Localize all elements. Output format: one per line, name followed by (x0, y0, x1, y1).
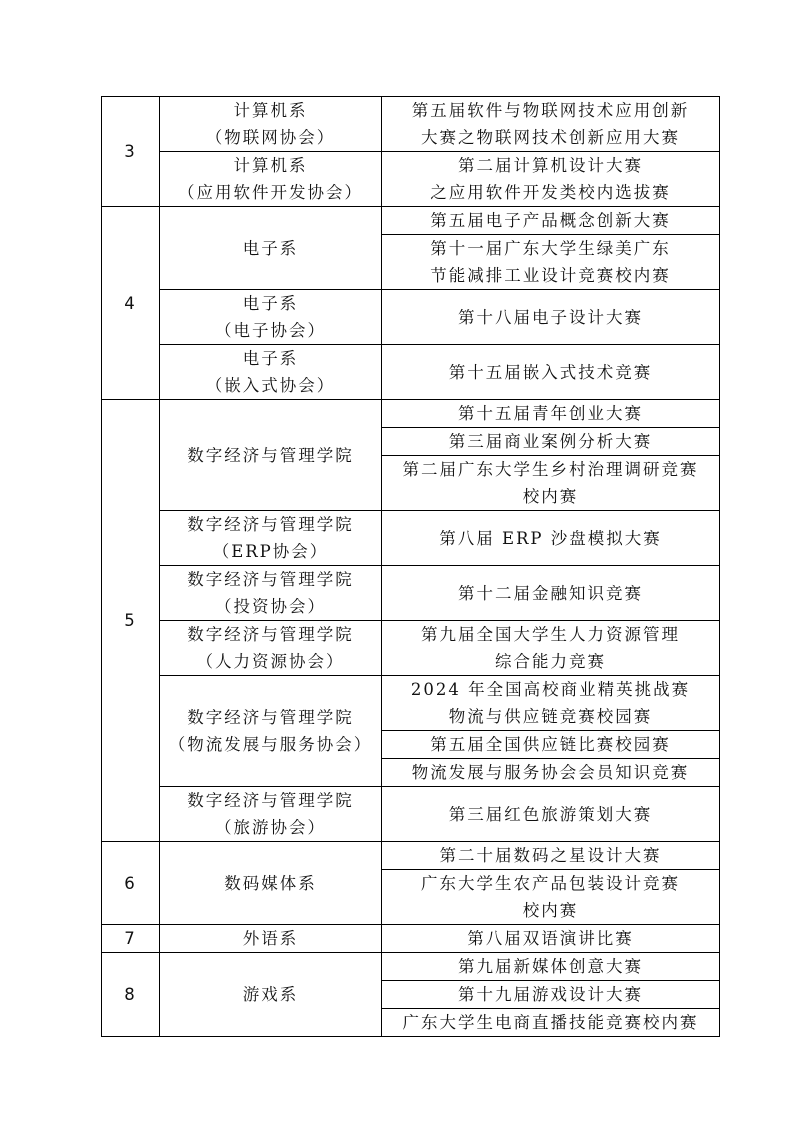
table-row (102, 566, 720, 621)
table-row (102, 400, 720, 428)
competition-cell: 第八届 ERP 沙盘模拟大赛 (382, 511, 720, 566)
table-row (102, 207, 720, 235)
competition-cell: 物流发展与服务协会会员知识竞赛 (382, 759, 720, 787)
department-cell: 数码媒体系 (160, 842, 382, 925)
serial-number-cell: 8 (102, 953, 160, 1037)
department-cell: 数字经济与管理学院 （人力资源协会） (160, 621, 382, 676)
competition-cell: 第五届全国供应链比赛校园赛 (382, 731, 720, 759)
competition-cell: 第十九届游戏设计大赛 (382, 981, 720, 1009)
competition-cell: 第九届全国大学生人力资源管理 综合能力竞赛 (382, 621, 720, 676)
competition-cell: 第十八届电子设计大赛 (382, 290, 720, 345)
department-cell: 外语系 (160, 925, 382, 953)
competition-cell: 2024 年全国高校商业精英挑战赛 物流与供应链竞赛校园赛 (382, 676, 720, 731)
table-row (102, 925, 720, 953)
table-row (102, 511, 720, 566)
table-row (102, 97, 720, 152)
table-row (102, 621, 720, 676)
competition-table (101, 96, 720, 1037)
competition-cell: 第三届商业案例分析大赛 (382, 428, 720, 456)
competition-cell: 第五届软件与物联网技术应用创新 大赛之物联网技术创新应用大赛 (382, 97, 720, 152)
competition-cell: 第十五届青年创业大赛 (382, 400, 720, 428)
competition-cell: 第十二届金融知识竞赛 (382, 566, 720, 621)
department-cell: 游戏系 (160, 953, 382, 1037)
department-cell: 数字经济与管理学院 （旅游协会） (160, 787, 382, 842)
table-row (102, 787, 720, 842)
serial-number-cell: 3 (102, 97, 160, 207)
table-row (102, 676, 720, 731)
competition-cell: 第三届红色旅游策划大赛 (382, 787, 720, 842)
competition-cell: 第五届电子产品概念创新大赛 (382, 207, 720, 235)
department-cell: 数字经济与管理学院 (160, 400, 382, 511)
competition-cell: 第十一届广东大学生绿美广东 节能减排工业设计竞赛校内赛 (382, 235, 720, 290)
document-page (101, 96, 720, 1037)
department-cell: 数字经济与管理学院 （ERP协会） (160, 511, 382, 566)
competition-cell: 第八届双语演讲比赛 (382, 925, 720, 953)
serial-number-cell: 7 (102, 925, 160, 953)
department-cell: 计算机系 （物联网协会） (160, 97, 382, 152)
serial-number-cell: 4 (102, 207, 160, 400)
table-row (102, 345, 720, 400)
department-cell: 电子系 （电子协会） (160, 290, 382, 345)
table-row (102, 842, 720, 870)
department-cell: 计算机系 （应用软件开发协会） (160, 152, 382, 207)
table-row (102, 152, 720, 207)
serial-number-cell: 5 (102, 400, 160, 842)
department-cell: 数字经济与管理学院 （投资协会） (160, 566, 382, 621)
competition-cell: 第二届广东大学生乡村治理调研竞赛 校内赛 (382, 456, 720, 511)
competition-cell: 广东大学生农产品包装设计竞赛 校内赛 (382, 870, 720, 925)
competition-cell: 第九届新媒体创意大赛 (382, 953, 720, 981)
department-cell: 数字经济与管理学院 （物流发展与服务协会） (160, 676, 382, 787)
serial-number-cell: 6 (102, 842, 160, 925)
competition-cell: 第十五届嵌入式技术竞赛 (382, 345, 720, 400)
competition-cell: 第二届计算机设计大赛 之应用软件开发类校内选拔赛 (382, 152, 720, 207)
department-cell: 电子系 (160, 207, 382, 290)
competition-cell: 广东大学生电商直播技能竞赛校内赛 (382, 1009, 720, 1037)
table-row (102, 290, 720, 345)
competition-cell: 第二十届数码之星设计大赛 (382, 842, 720, 870)
table-row (102, 953, 720, 981)
department-cell: 电子系 （嵌入式协会） (160, 345, 382, 400)
